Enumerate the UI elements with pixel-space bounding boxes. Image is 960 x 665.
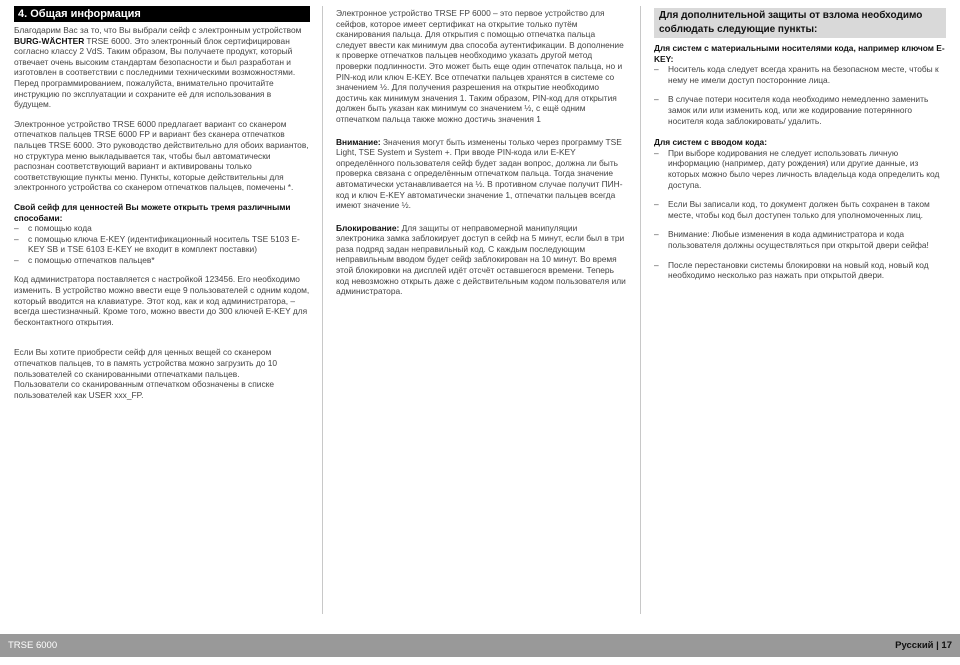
footer-page-label: Русский | 17 [895,640,952,651]
list-item: – Если Вы записали код, то документ должен быть сохранен в таком месте, чтобы код был доступен только для уполномоченных лиц. [654,199,930,220]
column-general-info [14,6,310,400]
admin-code-paragraph: Код администратора поставляется с настройкой 123456. Его необходимо изменить. В устройство можно ввести еще 9 пользователей с одним кодом, который вводится на клавиатуре. Этот код, как и код администратора, – всегда шестизначный. Кроме того, можно ввести до 300 ключей E-KEY для бесконтактного открытия. [14,274,310,327]
list-item: – с помощью кода [14,223,92,234]
column-divider-2 [640,6,641,614]
media-systems-heading: Для систем с материальными носителями кода, например ключом E-KEY: [654,43,945,64]
list-item: – Носитель кода следует всегда хранить на безопасном месте, чтобы к нему не имели доступ посторонние лица. [654,64,939,85]
list-item: – с помощью отпечатков пальцев* [14,254,155,265]
list-item: – При выборе кодирования не следует использовать личную информацию (например, дату рождения) или другие данные, из которых можно было через личность владельца кода определить код доступа. [654,147,940,190]
attention-paragraph: Внимание: Значения могут быть изменены только через программу TSE Light, TSE System и System +. При вводе PIN-кода или E-KEY определённого пользователя сейф будет задан вопрос, должна ли быть проверка связана с определённым отпечатком пальца. Тогда значение автоматически устанавливается на ½. В противном случае получит ПИН-код и ключ E-KEY автоматически значение 1, отпечатки пальцев всегда имеют значение ½. [336,136,623,211]
blocking-paragraph: Блокирование: Для защиты от неправомерной манипуляции электроника замка заблокирует доступ в сейф на 5 минут, если был в три раза подряд задан неправильный код. С каждым последующим неправильным вводом будет сейф заблокирован на 10 минут. Во время этой блокировки на дисплей идёт отсчёт оставшегося времени. Теперь код невозможно открыть даже с действительным кодом пользователя или администратора. [336,222,626,297]
column-security-notes [654,8,946,281]
column-divider-1 [322,6,323,614]
column-fingerprint-info [336,8,626,306]
opening-ways-heading: Свой сейф для ценностей Вы можете открыть тремя различными способами: [14,201,291,223]
page-footer [0,634,960,657]
intro-paragraph: Благодарим Вас за то, что Вы выбрали сейф с электронным устройством BURG-WÄCHTER TRSE 6000. Это электронный блок сертифицирован согласно классу 2 VdS. Таким образом, Вы получаете продукт, который отвечает очень высоким стандартам безопасности и был разработан и изготовлен в соответствии с последними техническими возможностями. Перед программированием, пожалуйста, внимательно прочитайте инструкцию по эксплуатации и сохраните её для использования в будущем. [14,25,302,110]
brand-name: BURG-WÄCHTER [14,35,85,46]
fingerprint-device-paragraph: Электронное устройство TRSE FP 6000 – это первое устройство для сейфов, которое имеет сертификат на открытие только путём сканирования пальца. Для открытия с помощью отпечатка пальца следует ввести как минимум два способа аутентификации. В дополнение к проверке отпечатков пальцев необходимо указать другой метод проверки подлинности. Это может быть еще один отпечаток пальца, но и PIN-код или ключ E-KEY. Все отпечатки пальцев хранятся в системе со значением ½. Для получения разрешения на открытие необходимо достичь как минимум значения 1. Таким образом, PIN-код для открытия должен быть указан как минимум со значением ½, с ещё одним отпечатком пальца также можно достичь значения 1 [336,8,624,124]
fingerprint-user-paragraph: Пользователи со сканированным отпечатком обозначены в списке пользователей как USER xxx_FP. [14,379,275,400]
variants-paragraph: Электронное устройство TRSE 6000 предлагает вариант со сканером отпечатков пальцев TRSE 6000 FP и вариант без сканера отпечатков пальцев TRSE 6000. Это руководство действительно для обоих вариантов, но структура меню выкладывается так, чтобы был автоматически распознан соответствующий вариант и активированы только соответствующие пункты меню. Пункты, которые действительны для электронного устройства со сканером отпечатков пальцев, помечены *. [14,118,309,193]
list-item: – с помощью ключа E-KEY (идентификационный носитель TSE 5103 E-KEY SB и TSE 6103 E-KEY не входит в комплект поставки) [14,233,300,255]
security-note-title: Для дополнительной защиты от взлома необходимо соблюдать следующие пункты: [654,8,946,38]
footer-model: TRSE 6000 [8,640,58,651]
code-systems-heading: Для систем с вводом кода: [654,137,768,148]
list-item: – Внимание: Любые изменения в кода администратора и кода пользователя должны осуществляться при открытой двери сейфа! [654,229,929,250]
section-title: 4. Общая информация [14,6,310,22]
list-item: – В случае потери носителя кода необходимо немедленно заменить замок или или изменить код, или же кодирование потерянного носителя кода заблокировать/ удалить. [654,94,929,126]
fingerprint-paragraph: Если Вы хотите приобрести сейф для ценных вещей со сканером отпечатков пальцев, то в память устройства можно загрузить до 10 пользователей со сканированными отпечатками пальцев. [14,347,278,379]
list-item: – После перестановки системы блокировки на новый код, новый код необходимо несколько раз нажать при открытой двери. [654,259,929,281]
